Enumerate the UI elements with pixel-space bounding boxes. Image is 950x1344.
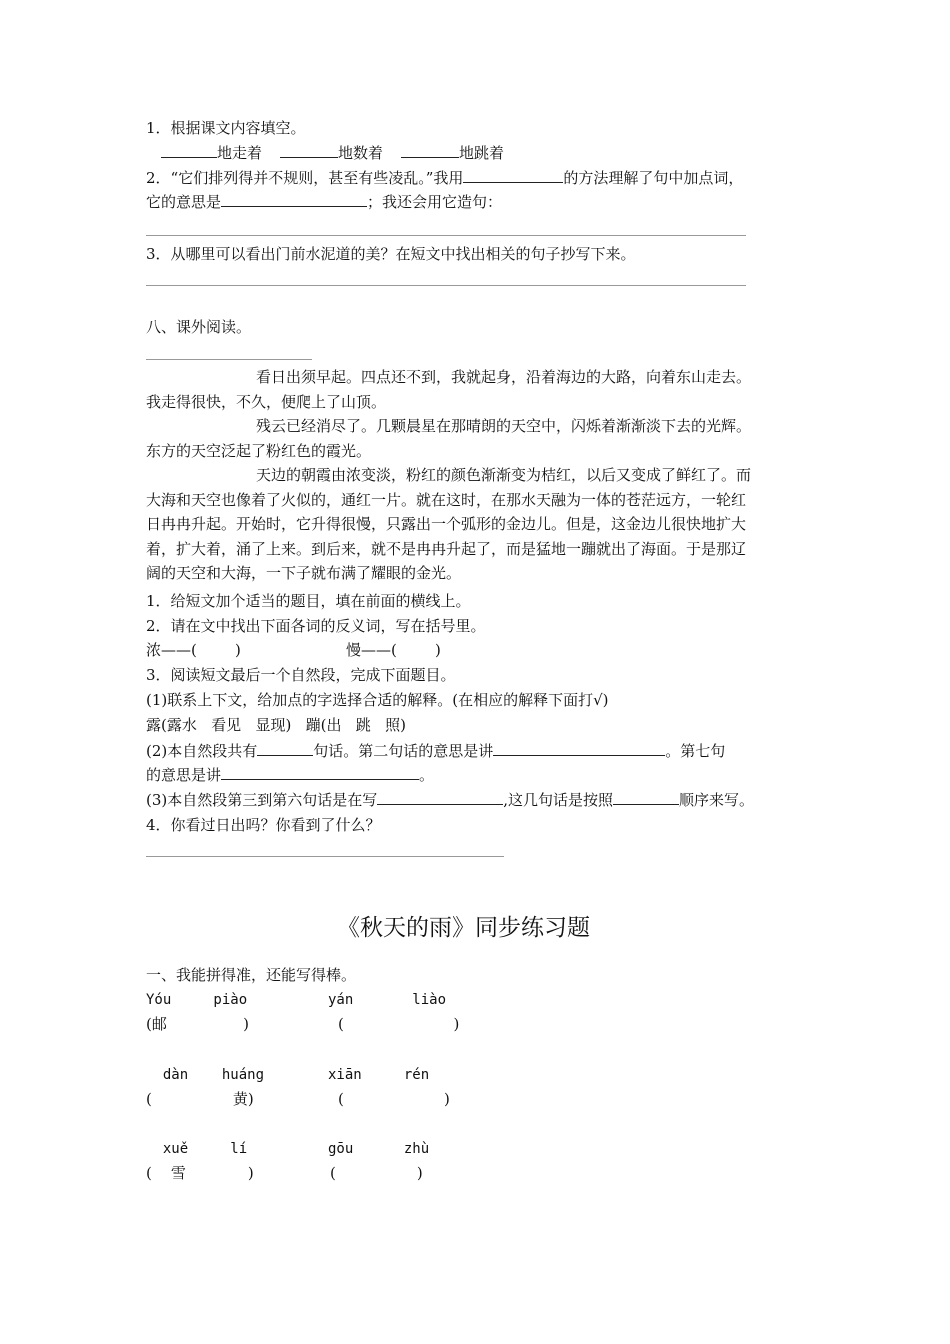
pinyin-left: xuě lí (146, 1141, 248, 1157)
worksheet-title: 《秋天的雨》同步练习题 (337, 915, 590, 941)
section-1-heading: 一、我能拼得准，还能写得棒。 (146, 966, 357, 984)
question-3: 3．从哪里可以看出门前水泥道的美？在短文中找出相关的句子抄写下来。 (146, 245, 636, 263)
pinyin-left: dàn huáng (146, 1067, 265, 1083)
pinyin-right: yán liào (328, 992, 447, 1008)
answer-blank[interactable] (161, 143, 217, 158)
answer-blank[interactable] (280, 143, 338, 158)
word-box-right[interactable]: ( ) (338, 1090, 450, 1108)
reading-question-3-2-cont: 的意思是讲 。 (146, 766, 435, 784)
passage-line: 阔的天空和大海，一下子就布满了耀眼的金光。 (146, 564, 462, 582)
word-box-right[interactable]: ( ) (330, 1164, 423, 1182)
reading-question-1: 1．给短文加个适当的题目，填在前面的横线上。 (146, 592, 471, 610)
answer-blank[interactable] (221, 765, 419, 780)
answer-blank[interactable] (613, 790, 679, 805)
answer-blank[interactable] (221, 192, 367, 207)
passage-line: 东方的天空泛起了粉红色的霞光。 (146, 442, 372, 460)
reading-question-3-3: (3)本自然段第三到第六句话是在写 ,这几句话是按照 顺序来写。 (146, 791, 755, 809)
answer-line[interactable] (146, 856, 504, 857)
word-box-left[interactable]: (邮 ) (146, 1015, 249, 1033)
passage-line: 我走得很快，不久，便爬上了山顶。 (146, 393, 387, 411)
antonym-2[interactable]: 慢——( ) (346, 641, 441, 659)
question-1-blanks: 地走着 地数着 地跳着 (161, 143, 504, 163)
section-8-heading: 八、课外阅读。 (146, 318, 252, 336)
passage-line: 残云已经消尽了。几颗晨星在那晴朗的天空中，闪烁着渐渐淡下去的光辉。 (256, 417, 752, 435)
reading-question-2: 2．请在文中找出下面各词的反义词，写在括号里。 (146, 617, 486, 635)
reading-question-3-1: (1)联系上下文，给加点的字选择合适的解释。(在相应的解释下面打√) (146, 691, 609, 709)
reading-question-3-2: (2)本自然段共有 句话。第二句话的意思是讲 。第七句 (146, 742, 726, 760)
pinyin-left: Yóu piào (146, 992, 248, 1008)
answer-blank[interactable] (257, 741, 313, 756)
reading-question-3: 3．阅读短文最后一个自然段，完成下面题目。 (146, 666, 456, 684)
question-2-line-2: 它的意思是 ；我还会用它造句： (146, 193, 503, 211)
answer-blank[interactable] (401, 143, 459, 158)
word-box-left[interactable]: ( 黄) (146, 1090, 254, 1108)
word-meaning-options[interactable]: 露(露水 看见 显现) 蹦(出 跳 照) (146, 716, 406, 734)
answer-blank[interactable] (463, 168, 563, 183)
word-box-left[interactable]: ( 雪 ) (146, 1164, 254, 1182)
passage-line: 大海和天空也像着了火似的，通红一片。就在这时，在那水天融为一体的苍茫远方，一轮红 (146, 491, 747, 509)
title-answer-line[interactable] (146, 359, 312, 360)
answer-blank[interactable] (493, 741, 665, 756)
passage-line: 着，扩大着，涌了上来。到后来，就不是冉冉升起了，而是猛地一蹦就出了海面。于是那辽 (146, 540, 747, 558)
passage-line: 天边的朝霞由浓变淡，粉红的颜色渐渐变为桔红，以后又变成了鲜红了。而 (256, 466, 752, 484)
antonym-1[interactable]: 浓——( ) (146, 641, 241, 659)
answer-blank[interactable] (377, 790, 503, 805)
answer-line[interactable] (146, 285, 746, 286)
question-1: 1．根据课文内容填空。 (146, 119, 306, 137)
pinyin-right: gōu zhù (328, 1141, 430, 1157)
question-2-line-1: 2．“它们排列得并不规则，甚至有些凌乱。”我用 的方法理解了句中加点词， (146, 169, 744, 187)
passage-line: 日冉冉升起。开始时，它升得很慢，只露出一个弧形的金边儿。但是，这金边儿很快地扩大 (146, 515, 747, 533)
passage-line: 看日出须早起。四点还不到，我就起身，沿着海边的大路，向着东山走去。 (256, 368, 752, 386)
answer-line[interactable] (146, 235, 746, 236)
reading-question-4: 4．你看过日出吗？你看到了什么？ (146, 816, 381, 834)
pinyin-right: xiān rén (328, 1067, 430, 1083)
word-box-right[interactable]: ( ) (338, 1015, 460, 1033)
